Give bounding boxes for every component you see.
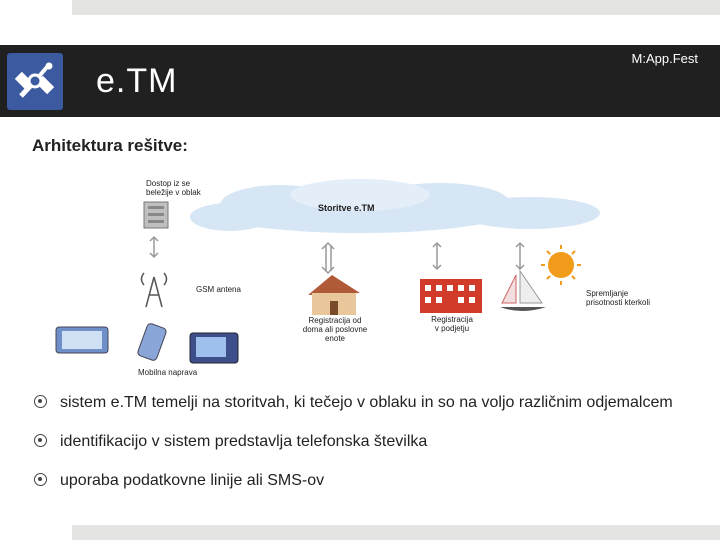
- bullet-text: identifikacijo v sistem predstavlja telefonska številka: [60, 433, 428, 450]
- architecture-diagram: [50, 175, 670, 378]
- cloud-label: Storitve e.TM: [318, 203, 375, 213]
- satellite-logo-icon: [7, 53, 63, 110]
- bullet-list: [34, 393, 674, 510]
- arrow-icon: [150, 237, 524, 273]
- mobile-label: Mobilna naprava: [138, 368, 198, 377]
- bullet-text: uporaba podatkovne linije ali SMS-ov: [60, 472, 325, 489]
- presence-label: Spremljanje prisotnosti kterkoli: [586, 289, 651, 307]
- list-item: [34, 393, 674, 412]
- bullet-text: sistem e.TM temelji na storitvah, ki tečejo v oblaku in so na voljo različnim odjemalcem: [60, 394, 673, 411]
- circle-bullet-icon: [34, 473, 47, 486]
- house-icon: [308, 275, 360, 315]
- storage-label: Dostop iz se beležije v oblak: [146, 179, 201, 197]
- cloud-icon: [190, 179, 600, 233]
- list-item: [34, 471, 674, 490]
- top-decor-strip: [72, 0, 720, 15]
- antenna-icon: [142, 273, 167, 307]
- building-icon: [420, 279, 482, 313]
- brand-label: M:App.Fest: [631, 51, 698, 66]
- list-item: [34, 432, 674, 451]
- gsm-label: GSM antena: [196, 285, 241, 294]
- home-label: Registracija od doma ali poslovne enote: [302, 316, 368, 343]
- circle-bullet-icon: [34, 434, 47, 447]
- sailboat-icon: [500, 271, 546, 311]
- server-icon: [144, 202, 168, 228]
- page-title: e.TM: [96, 62, 178, 100]
- section-title: Arhitektura rešitve:: [32, 136, 188, 155]
- sun-icon: [541, 245, 581, 285]
- company-label: Registracija v podjetju: [431, 315, 473, 333]
- bottom-decor-strip: [72, 525, 720, 540]
- mobile-device-icon: [56, 323, 238, 363]
- circle-bullet-icon: [34, 395, 47, 408]
